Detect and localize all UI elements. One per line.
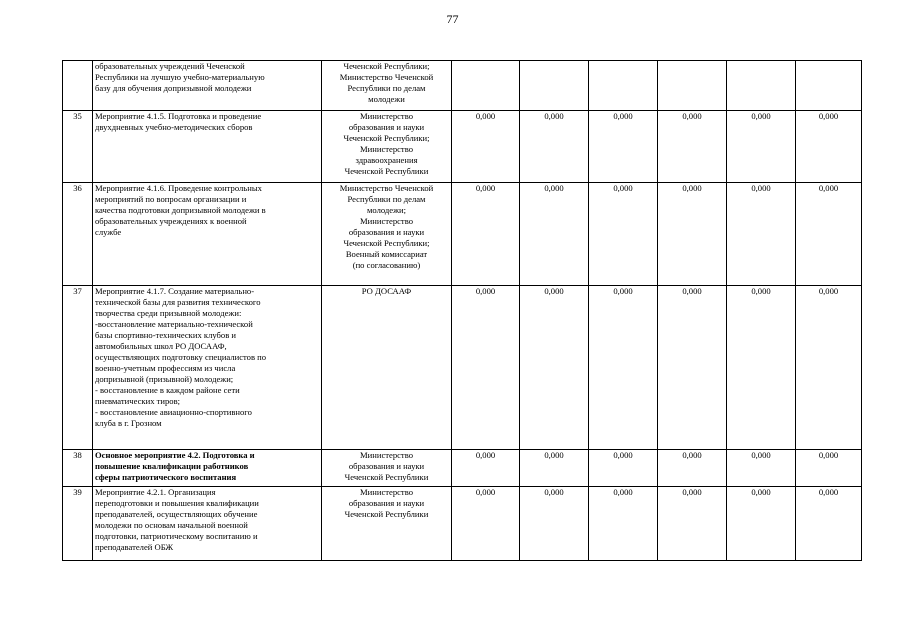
funding-value: 0,000 bbox=[520, 286, 589, 450]
activity-name-line: осуществляющих подготовку специалистов по bbox=[95, 352, 267, 362]
executor-line: Республики по делам bbox=[347, 194, 426, 204]
activity-name-line: автомобильных школ РО ДОСААФ, bbox=[95, 341, 227, 351]
executor-line: образования и науки bbox=[348, 227, 425, 237]
program-activities-table bbox=[62, 60, 862, 561]
executor-line: Министерство bbox=[360, 111, 413, 121]
funding-value: 0,000 bbox=[520, 487, 589, 561]
funding-value: 0,000 bbox=[796, 183, 862, 286]
executor-line: Чеченской Республики bbox=[344, 472, 429, 482]
funding-value: 0,000 bbox=[658, 111, 727, 183]
funding-value: 0,000 bbox=[727, 487, 796, 561]
row-number: 37 bbox=[63, 286, 93, 450]
funding-value: 0,000 bbox=[452, 183, 520, 286]
executor bbox=[322, 61, 452, 111]
executor-line: Министерство bbox=[360, 144, 413, 154]
row-number: 36 bbox=[63, 183, 93, 286]
table-row bbox=[63, 450, 862, 487]
executor-line: образования и науки bbox=[348, 498, 425, 508]
activity-name-line: преподавателей, осуществляющих обучение bbox=[95, 509, 258, 519]
table-row bbox=[63, 183, 862, 286]
row-number: 38 bbox=[63, 450, 93, 487]
activity-name-line: Мероприятие 4.1.7. Создание материально- bbox=[95, 286, 255, 296]
executor-line: Чеченской Республики bbox=[344, 166, 429, 176]
funding-value: 0,000 bbox=[658, 487, 727, 561]
funding-value: 0,000 bbox=[520, 183, 589, 286]
executor-line: РО ДОСААФ bbox=[361, 286, 412, 296]
page-number: 77 bbox=[446, 12, 459, 26]
activity-name bbox=[93, 183, 322, 286]
funding-value bbox=[796, 61, 862, 111]
activity-name-line: службе bbox=[95, 227, 122, 237]
executor-line: Министерство Чеченской bbox=[339, 183, 434, 193]
activity-name-line: Мероприятие 4.1.5. Подготовка и проведение bbox=[95, 111, 262, 121]
executor-line: Министерство bbox=[360, 216, 413, 226]
activity-name-line: творчества среди призывной молодежи: bbox=[95, 308, 242, 318]
executor-line: образования и науки bbox=[348, 461, 425, 471]
funding-value: 0,000 bbox=[796, 487, 862, 561]
funding-value bbox=[658, 61, 727, 111]
activity-name-line: Мероприятие 4.1.6. Проведение контрольных bbox=[95, 183, 262, 193]
activity-name-line: базы спортивно-технических клубов и bbox=[95, 330, 237, 340]
funding-value: 0,000 bbox=[589, 286, 658, 450]
activity-name bbox=[93, 286, 322, 450]
activity-name-line: клуба в г. Грозном bbox=[95, 418, 162, 428]
executor-line: Чеченской Республики; bbox=[343, 133, 430, 143]
executor-line: образования и науки bbox=[348, 122, 425, 132]
executor-line: здравоохранения bbox=[355, 155, 418, 165]
funding-value: 0,000 bbox=[589, 450, 658, 487]
activity-name-line: подготовки, патриотическому воспитанию и bbox=[95, 531, 258, 541]
funding-value: 0,000 bbox=[452, 286, 520, 450]
activity-name-line: - восстановление авиационно-спортивного bbox=[95, 407, 252, 417]
activity-name-line: преподавателей ОБЖ bbox=[95, 542, 174, 552]
executor-line: Чеченской Республики; bbox=[343, 238, 430, 248]
executor-line: (по согласованию) bbox=[352, 260, 421, 270]
activity-name-line: качества подготовки допризывной молодежи в bbox=[95, 205, 266, 215]
activity-name bbox=[93, 450, 322, 487]
executor-line: Военный комиссариат bbox=[345, 249, 428, 259]
activity-name-line: мероприятий по вопросам организации и bbox=[95, 194, 247, 204]
table-row bbox=[63, 111, 862, 183]
executor-line: Чеченской Республики bbox=[344, 509, 429, 519]
table-row bbox=[63, 286, 862, 450]
executor-line: Республики по делам bbox=[347, 83, 426, 93]
executor bbox=[322, 286, 452, 450]
funding-value: 0,000 bbox=[520, 450, 589, 487]
activity-name-line: молодежи по основам начальной военной bbox=[95, 520, 248, 530]
activity-name-line: Республики на лучшую учебно-материальную bbox=[95, 72, 265, 82]
funding-value: 0,000 bbox=[589, 183, 658, 286]
executor-line: молодежи bbox=[368, 94, 405, 104]
activity-name-line: образовательных учреждений Чеченской bbox=[95, 61, 245, 71]
activity-name-line: повышение квалификации работников bbox=[95, 461, 249, 471]
funding-value: 0,000 bbox=[520, 111, 589, 183]
executor bbox=[322, 111, 452, 183]
funding-value: 0,000 bbox=[658, 183, 727, 286]
funding-value: 0,000 bbox=[658, 286, 727, 450]
funding-value: 0,000 bbox=[727, 286, 796, 450]
funding-value: 0,000 bbox=[727, 183, 796, 286]
activity-name bbox=[93, 61, 322, 111]
funding-value: 0,000 bbox=[727, 111, 796, 183]
activity-name-line: -восстановление материально-технической bbox=[95, 319, 253, 329]
activity-name bbox=[93, 487, 322, 561]
funding-value: 0,000 bbox=[589, 111, 658, 183]
activity-name-line: базу для обучения допризывной молодежи bbox=[95, 83, 252, 93]
row-number: 35 bbox=[63, 111, 93, 183]
activity-name-line: пневматических тиров; bbox=[95, 396, 181, 406]
row-number bbox=[63, 61, 93, 111]
executor-line: Министерство bbox=[360, 487, 413, 497]
executor bbox=[322, 450, 452, 487]
funding-value: 0,000 bbox=[727, 450, 796, 487]
table-row bbox=[63, 61, 862, 111]
table-row bbox=[63, 487, 862, 561]
activity-name-line: военно-учетным профессиям из числа bbox=[95, 363, 236, 373]
funding-value: 0,000 bbox=[658, 450, 727, 487]
activity-name-line: сферы патриотического воспитания bbox=[95, 472, 237, 482]
executor bbox=[322, 487, 452, 561]
activity-name-line: - восстановление в каждом районе сети bbox=[95, 385, 240, 395]
executor-line: молодежи; bbox=[366, 205, 407, 215]
funding-value bbox=[520, 61, 589, 111]
activity-name-line: Основное мероприятие 4.2. Подготовка и bbox=[95, 450, 255, 460]
funding-value: 0,000 bbox=[589, 487, 658, 561]
funding-value: 0,000 bbox=[452, 450, 520, 487]
activity-name-line: образовательных учреждениях к военной bbox=[95, 216, 247, 226]
activity-name-line: Мероприятие 4.2.1. Организация bbox=[95, 487, 216, 497]
funding-value: 0,000 bbox=[452, 111, 520, 183]
activity-name-line: переподготовки и повышения квалификации bbox=[95, 498, 259, 508]
executor-line: Чеченской Республики; bbox=[343, 61, 430, 71]
funding-value: 0,000 bbox=[452, 487, 520, 561]
row-number: 39 bbox=[63, 487, 93, 561]
funding-value bbox=[452, 61, 520, 111]
funding-value bbox=[727, 61, 796, 111]
funding-value: 0,000 bbox=[796, 111, 862, 183]
activity-name-line: допризывной (призывной) молодежи; bbox=[95, 374, 234, 384]
executor-line: Министерство bbox=[360, 450, 413, 460]
funding-value: 0,000 bbox=[796, 450, 862, 487]
activity-name-line: технической базы для развития технического bbox=[95, 297, 261, 307]
executor-line: Министерство Чеченской bbox=[339, 72, 434, 82]
funding-value bbox=[589, 61, 658, 111]
executor bbox=[322, 183, 452, 286]
funding-value: 0,000 bbox=[796, 286, 862, 450]
activity-name bbox=[93, 111, 322, 183]
activity-name-line: двухдневных учебно-методических сборов bbox=[95, 122, 253, 132]
